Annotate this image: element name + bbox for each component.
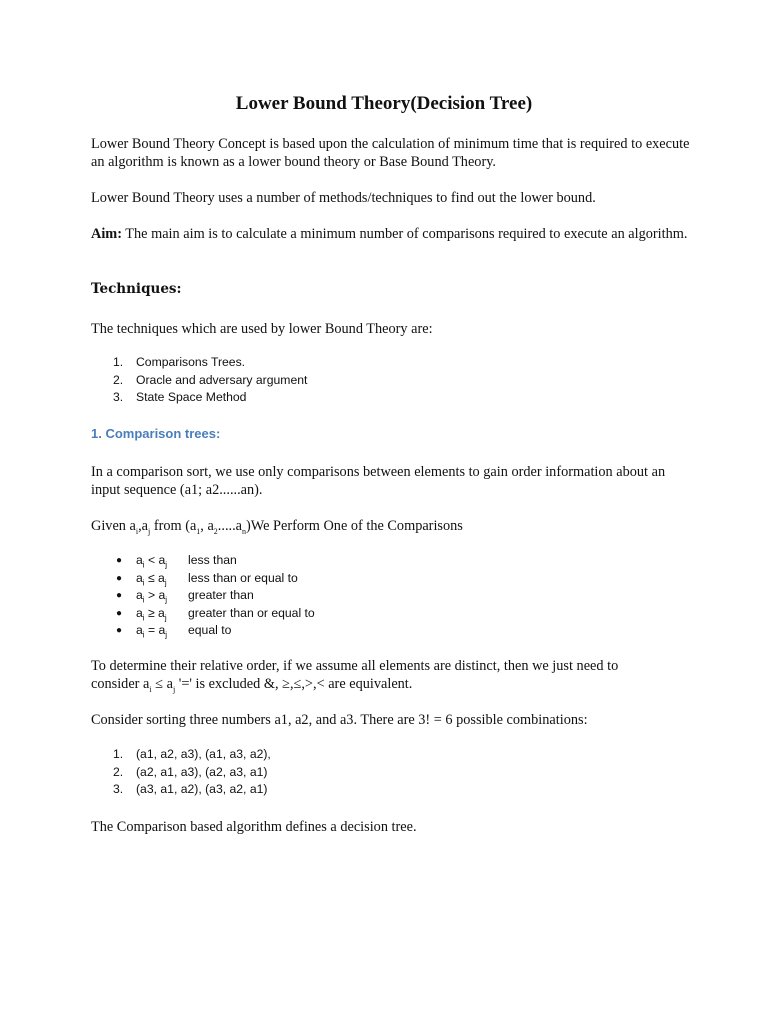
closing-paragraph: The Comparison based algorithm defines a decision tree. — [91, 819, 417, 835]
comparison-meaning: greater than — [188, 588, 254, 603]
comparison-sort-paragraph: In a comparison sort, we use only comparisons between elements to gain order information about an input sequence (a1; a2......an). — [91, 464, 666, 498]
list-number: 1. — [113, 355, 124, 369]
list-item — [91, 622, 315, 640]
intro-paragraph: Lower Bound Theory Concept is based upon the calculation of minimum time that is required to execute an algorithm is known as a lower bound theory or Base Bound Theory. — [91, 136, 690, 170]
bullet-icon: ● — [116, 625, 123, 637]
list-number: 2. — [113, 372, 124, 387]
techniques-intro: The techniques which are used by lower Bound Theory are: — [91, 321, 433, 337]
page-title: Lower Bound Theory(Decision Tree) — [235, 93, 533, 114]
list-item — [91, 389, 307, 407]
list-item-text: Oracle and adversary argument — [136, 372, 308, 387]
comparison-symbol: $a_i \le a_j$ — [136, 570, 167, 588]
list-item — [91, 570, 315, 588]
subscript: n — [242, 526, 247, 536]
relative-order-paragraph: To determine their relative order, if we assume all elements are distinct, then we just need to consider $a_i \le a_j$ '=' is excluded &, ≥,≤,>,< are equivalent. — [91, 658, 619, 694]
subscript: i — [135, 526, 139, 536]
section-heading-comparison-trees: 1. Comparison trees: — [91, 426, 221, 441]
comparisons-list — [91, 552, 315, 640]
list-number: 2. — [113, 764, 124, 779]
techniques-list — [91, 354, 307, 407]
given-text: , a — [200, 518, 214, 534]
relative-order-line: '=' is excluded &, ≥,≤,>,< are equivalent. — [175, 676, 413, 692]
comparison-meaning: greater than or equal to — [188, 605, 315, 620]
list-item — [91, 587, 315, 605]
given-text: Given a — [91, 518, 136, 534]
given-text: from (a — [150, 518, 197, 534]
list-item-text: (a3, a1, a2), (a3, a2, a1) — [136, 782, 268, 797]
list-item-text: Comparisons Trees. — [136, 355, 246, 369]
comparison-symbol: $a_i < a_j$ — [136, 553, 168, 570]
list-item-text: State Space Method — [136, 390, 247, 405]
list-number: 3. — [113, 390, 124, 405]
techniques-heading: Techniques: — [91, 281, 182, 297]
list-number: 1. — [113, 747, 124, 761]
list-item — [91, 552, 315, 570]
subscript: j — [148, 526, 151, 536]
list-item — [91, 354, 307, 372]
comparison-meaning: less than — [188, 553, 237, 567]
combinations-list — [91, 746, 271, 799]
bullet-icon: ● — [116, 555, 123, 566]
sorting-paragraph: Consider sorting three numbers a1, a2, and a3. There are 3! = 6 possible combinations: — [91, 712, 588, 728]
list-item — [91, 372, 307, 390]
comparison-meaning: equal to — [188, 623, 232, 638]
comparison-symbol: $a_i > a_j$ — [136, 588, 168, 605]
given-text: )We Perform One of the Comparisons — [246, 518, 463, 534]
given-text: .....a — [217, 518, 243, 534]
aim-paragraph — [91, 225, 691, 243]
list-item — [91, 605, 315, 623]
given-text: ,a — [138, 518, 149, 534]
comparison-symbol: $a_i = a_j$ — [136, 623, 168, 640]
aim-text: The main aim is to calculate a minimum number of comparisons required to execute an algorithm. — [121, 226, 688, 242]
list-item — [91, 746, 271, 764]
list-item-text: (a2, a1, a3), (a2, a3, a1) — [136, 764, 268, 779]
list-item — [91, 781, 271, 799]
methods-paragraph: Lower Bound Theory uses a number of methods/techniques to find out the lower bound. — [91, 190, 596, 206]
aim-label: Aim: — [91, 226, 122, 242]
list-item-text: (a1, a2, a3), (a1, a3, a2), — [136, 747, 271, 761]
bullet-icon: ● — [116, 607, 123, 619]
bullet-icon: ● — [116, 572, 123, 584]
list-number: 3. — [113, 782, 124, 797]
bullet-icon: ● — [116, 590, 123, 602]
list-item — [91, 764, 271, 782]
comparison-symbol: $a_i \ge a_j$ — [136, 605, 167, 623]
comparison-meaning: less than or equal to — [188, 570, 298, 585]
subscript: 2 — [213, 526, 218, 536]
given-paragraph — [91, 517, 691, 535]
relative-order-line: consider a — [91, 676, 150, 692]
relative-order-line: To determine their relative order, if we assume all elements are distinct, then we just need to — [91, 658, 619, 674]
subscript: 1 — [196, 526, 201, 536]
